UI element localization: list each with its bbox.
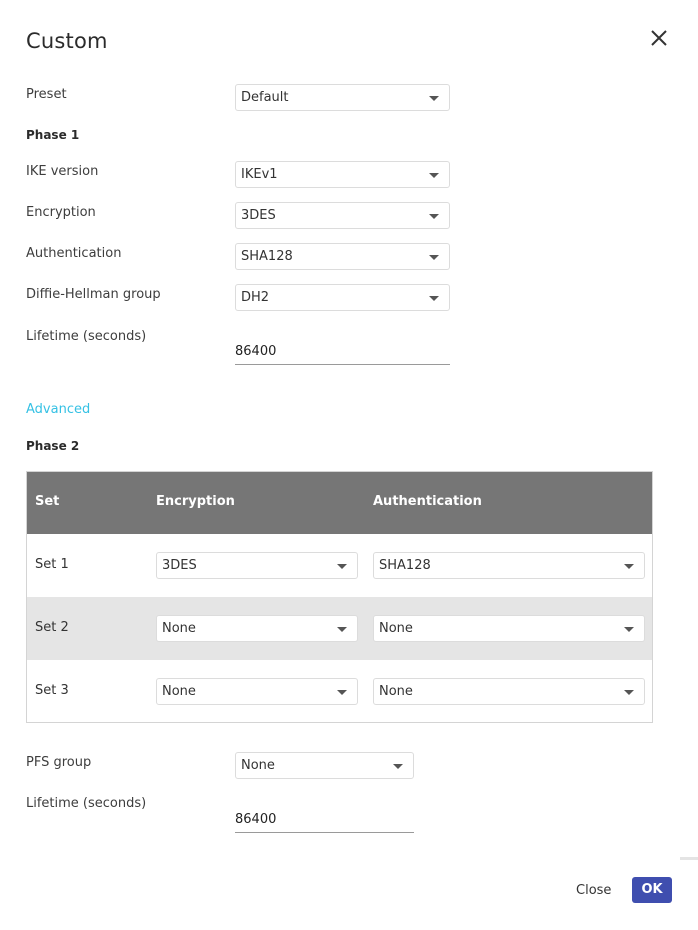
chevron-down-icon bbox=[429, 96, 439, 101]
phase1-encryption-label: Encryption bbox=[26, 205, 96, 220]
phase1-heading: Phase 1 bbox=[26, 128, 80, 142]
preset-label: Preset bbox=[26, 87, 67, 102]
phase1-authentication-label: Authentication bbox=[26, 246, 122, 261]
set2-encryption-value: None bbox=[162, 621, 196, 636]
set-label: Set 3 bbox=[35, 683, 69, 698]
set1-encryption-select[interactable] bbox=[156, 552, 358, 579]
dh-group-select[interactable] bbox=[235, 284, 450, 311]
close-icon[interactable] bbox=[647, 26, 671, 50]
phase1-authentication-select[interactable] bbox=[235, 243, 450, 270]
chevron-down-icon bbox=[624, 627, 634, 632]
column-header-authentication: Authentication bbox=[373, 494, 482, 509]
phase1-lifetime-input[interactable]: 86400 bbox=[235, 341, 450, 365]
set3-authentication-select[interactable] bbox=[373, 678, 645, 705]
pfs-group-select[interactable] bbox=[235, 752, 414, 779]
dh-group-label: Diffie-Hellman group bbox=[26, 287, 161, 302]
set3-authentication-value: None bbox=[379, 684, 413, 699]
set3-encryption-select[interactable] bbox=[156, 678, 358, 705]
chevron-down-icon bbox=[429, 173, 439, 178]
chevron-down-icon bbox=[393, 764, 403, 769]
chevron-down-icon bbox=[429, 255, 439, 260]
ike-version-select[interactable] bbox=[235, 161, 450, 188]
ike-version-value: IKEv1 bbox=[241, 167, 278, 182]
ike-version-label: IKE version bbox=[26, 164, 99, 179]
chevron-down-icon bbox=[429, 214, 439, 219]
advanced-link[interactable]: Advanced bbox=[26, 402, 91, 417]
set3-encryption-value: None bbox=[162, 684, 196, 699]
chevron-down-icon bbox=[624, 564, 634, 569]
dh-group-value: DH2 bbox=[241, 290, 270, 305]
close-button[interactable]: Close bbox=[576, 883, 612, 898]
table-row bbox=[27, 597, 652, 660]
chevron-down-icon bbox=[429, 296, 439, 301]
pfs-group-label: PFS group bbox=[26, 755, 92, 770]
chevron-down-icon bbox=[337, 690, 347, 695]
chevron-down-icon bbox=[624, 690, 634, 695]
pfs-group-value: None bbox=[241, 758, 275, 773]
chevron-down-icon bbox=[337, 564, 347, 569]
ok-button[interactable]: OK bbox=[632, 877, 672, 903]
preset-select[interactable] bbox=[235, 84, 450, 111]
phase1-encryption-select[interactable] bbox=[235, 202, 450, 229]
column-header-encryption: Encryption bbox=[156, 494, 235, 509]
phase1-authentication-value: SHA128 bbox=[241, 249, 293, 264]
scrollbar-fragment bbox=[680, 857, 698, 860]
set1-authentication-value: SHA128 bbox=[379, 558, 431, 573]
set-label: Set 1 bbox=[35, 557, 69, 572]
set2-authentication-value: None bbox=[379, 621, 413, 636]
phase1-encryption-value: 3DES bbox=[241, 208, 276, 223]
set2-encryption-select[interactable] bbox=[156, 615, 358, 642]
table-row bbox=[27, 534, 652, 597]
set1-encryption-value: 3DES bbox=[162, 558, 197, 573]
phase2-table bbox=[26, 471, 653, 723]
dialog-title: Custom bbox=[26, 29, 108, 53]
set1-authentication-select[interactable] bbox=[373, 552, 645, 579]
column-header-set: Set bbox=[35, 494, 60, 509]
phase2-lifetime-input[interactable]: 86400 bbox=[235, 809, 414, 833]
preset-value: Default bbox=[241, 90, 289, 105]
phase1-lifetime-label: Lifetime (seconds) bbox=[26, 329, 147, 344]
set2-authentication-select[interactable] bbox=[373, 615, 645, 642]
set-label: Set 2 bbox=[35, 620, 69, 635]
table-header bbox=[27, 472, 652, 534]
chevron-down-icon bbox=[337, 627, 347, 632]
phase2-lifetime-label: Lifetime (seconds) bbox=[26, 796, 147, 811]
table-row bbox=[27, 660, 652, 723]
phase2-heading: Phase 2 bbox=[26, 439, 80, 453]
